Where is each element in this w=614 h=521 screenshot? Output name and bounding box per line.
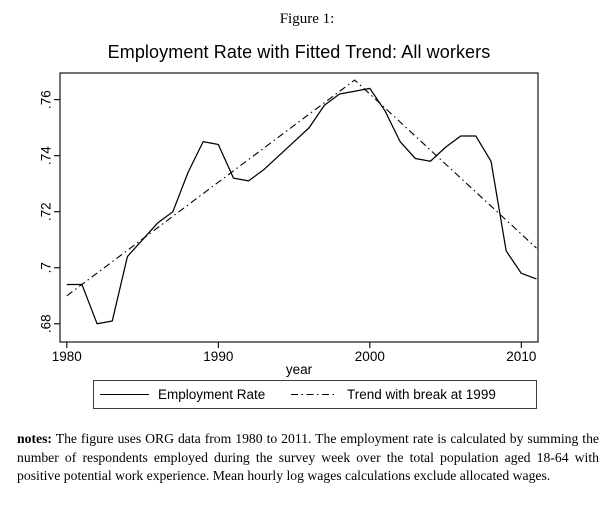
- figure-label: Figure 1:: [279, 11, 335, 27]
- trend-line: [67, 80, 537, 296]
- x-tick-label: 1990: [203, 349, 234, 364]
- chart-title: Employment Rate with Fitted Trend: All workers: [107, 42, 491, 62]
- y-tick-label: .68: [38, 314, 54, 334]
- x-axis-title: year: [285, 362, 313, 377]
- notes-text: The figure uses ORG data from 1980 to 2011. The employment rate is calculated by summing the number of respondents employed during the survey week over the total population aged 18-64 with positive potential work experience. Mean hourly log wages calculations exclude allocated wages.: [17, 431, 600, 484]
- x-tick-label: 2000: [354, 349, 385, 364]
- legend: [93, 380, 537, 409]
- dashdot-line-sample-icon: [291, 394, 336, 395]
- x-tick-label: 2010: [506, 349, 537, 364]
- y-tick-label: .72: [38, 202, 54, 222]
- plot-border: [60, 73, 538, 342]
- y-tick-label: .74: [38, 146, 54, 166]
- x-tick-label: 1980: [51, 349, 82, 364]
- legend-label-trend: Trend with break at 1999: [347, 387, 496, 402]
- solid-line-sample-icon: [100, 394, 149, 395]
- figure-notes: [17, 430, 599, 486]
- y-tick-label: .76: [38, 90, 54, 110]
- notes-label: notes:: [17, 431, 52, 446]
- employment-rate-line: [67, 88, 537, 323]
- legend-label-employment-rate: Employment Rate: [158, 387, 266, 402]
- y-tick-label: .7: [38, 262, 54, 274]
